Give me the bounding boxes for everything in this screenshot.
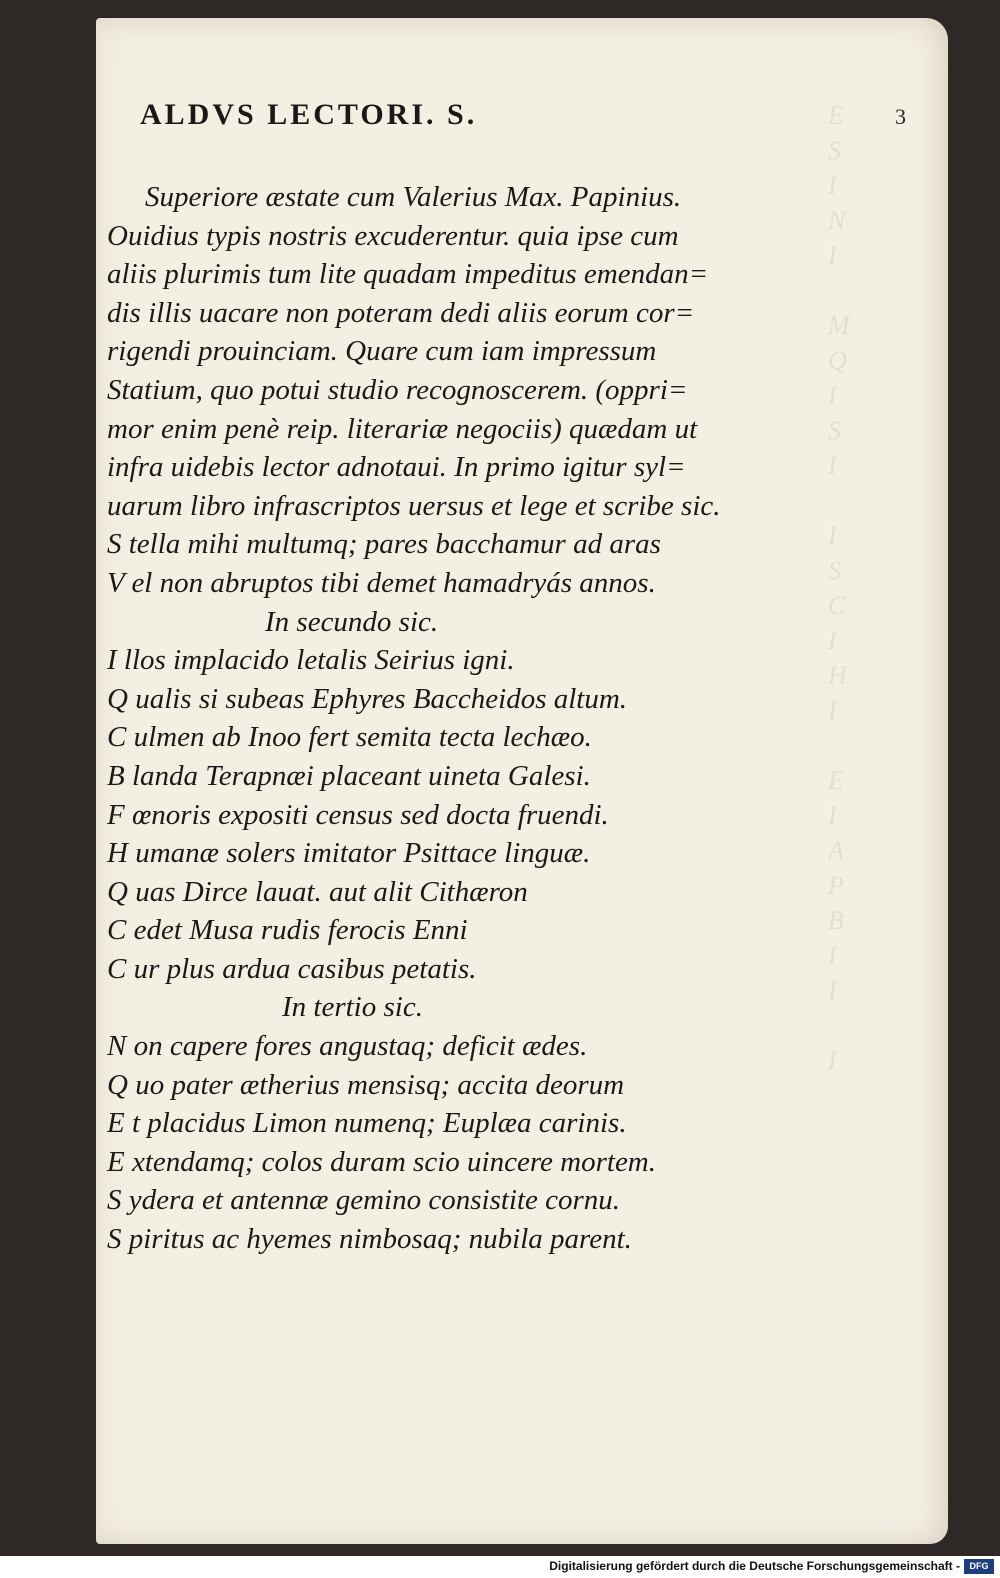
- verse-line: E xtendamq; colos duram scio uincere mortem.: [107, 1145, 657, 1178]
- verse-line: C edet Musa rudis ferocis Enni: [107, 914, 468, 947]
- text-line: infra uidebis lector adnotaui. In primo igitur syl=: [107, 451, 686, 484]
- page-heading: ALDVS LECTORI. S.: [140, 98, 478, 131]
- verse-line: Q uo pater ætherius mensisq; accita deorum: [107, 1068, 625, 1101]
- section-label: In secundo sic.: [265, 605, 439, 638]
- text-line: Ouidius typis nostris excuderentur. quia ipse cum: [107, 219, 679, 252]
- verse-line: C ur plus ardua casibus petatis.: [107, 952, 477, 985]
- verse-line: E t placidus Limon numenq; Euplæa carinis.: [107, 1107, 627, 1140]
- verse-line: Q uas Dirce lauat. aut alit Cithæron: [107, 875, 528, 908]
- verse-line: B landa Terapnæi placeant uineta Galesi.: [107, 759, 591, 792]
- verse-line: S tella mihi multumq; pares bacchamur ad aras: [107, 528, 661, 561]
- footer-credit: Digitalisierung gefördert durch die Deutsche Forschungsgemeinschaft -: [549, 1559, 960, 1573]
- verse-line: S ydera et antennæ gemino consistite cornu.: [107, 1184, 621, 1217]
- verse-line: V el non abruptos tibi demet hamadryás annos.: [107, 566, 656, 599]
- verse-line: H umanæ solers imitator Psittace linguæ.: [107, 837, 591, 870]
- page-number: 3: [895, 104, 906, 129]
- text-line: aliis plurimis tum lite quadam impeditus emendan=: [107, 258, 709, 291]
- text-line: mor enim penè reip. literariæ negociis) quædam ut: [107, 412, 698, 445]
- text-line: rigendi prouinciam. Quare cum iam impressum: [107, 335, 657, 368]
- section-label: In tertio sic.: [282, 991, 423, 1024]
- verse-line: I llos implacido letalis Seirius igni.: [107, 644, 515, 677]
- verse-line: N on capere fores angustaq; deficit ædes.: [107, 1030, 588, 1063]
- text-line: Statium, quo potui studio recognoscerem. (oppri=: [107, 373, 688, 406]
- footer-bar: [0, 1556, 1000, 1578]
- verse-line: Q ualis si subeas Ephyres Baccheidos altum.: [107, 682, 628, 715]
- verse-line: C ulmen ab Inoo fert semita tecta lechæo.: [107, 721, 592, 754]
- dfg-logo: DFG: [964, 1559, 994, 1574]
- body-text: [107, 178, 787, 1259]
- text-line: uarum libro infrascriptos uersus et lege et scribe sic.: [107, 489, 721, 522]
- verse-line: F œnoris expositi census sed docta fruendi.: [107, 798, 609, 831]
- text-line: Superiore æstate cum Valerius Max. Papinius.: [145, 181, 682, 213]
- text-line: dis illis uacare non poteram dedi aliis eorum cor=: [107, 296, 695, 329]
- show-through-text: E S I N I M Q I S I I S C I H I E I A P B I I I: [828, 101, 850, 1075]
- verse-line: S piritus ac hyemes nimbosaq; nubila parent.: [107, 1223, 632, 1256]
